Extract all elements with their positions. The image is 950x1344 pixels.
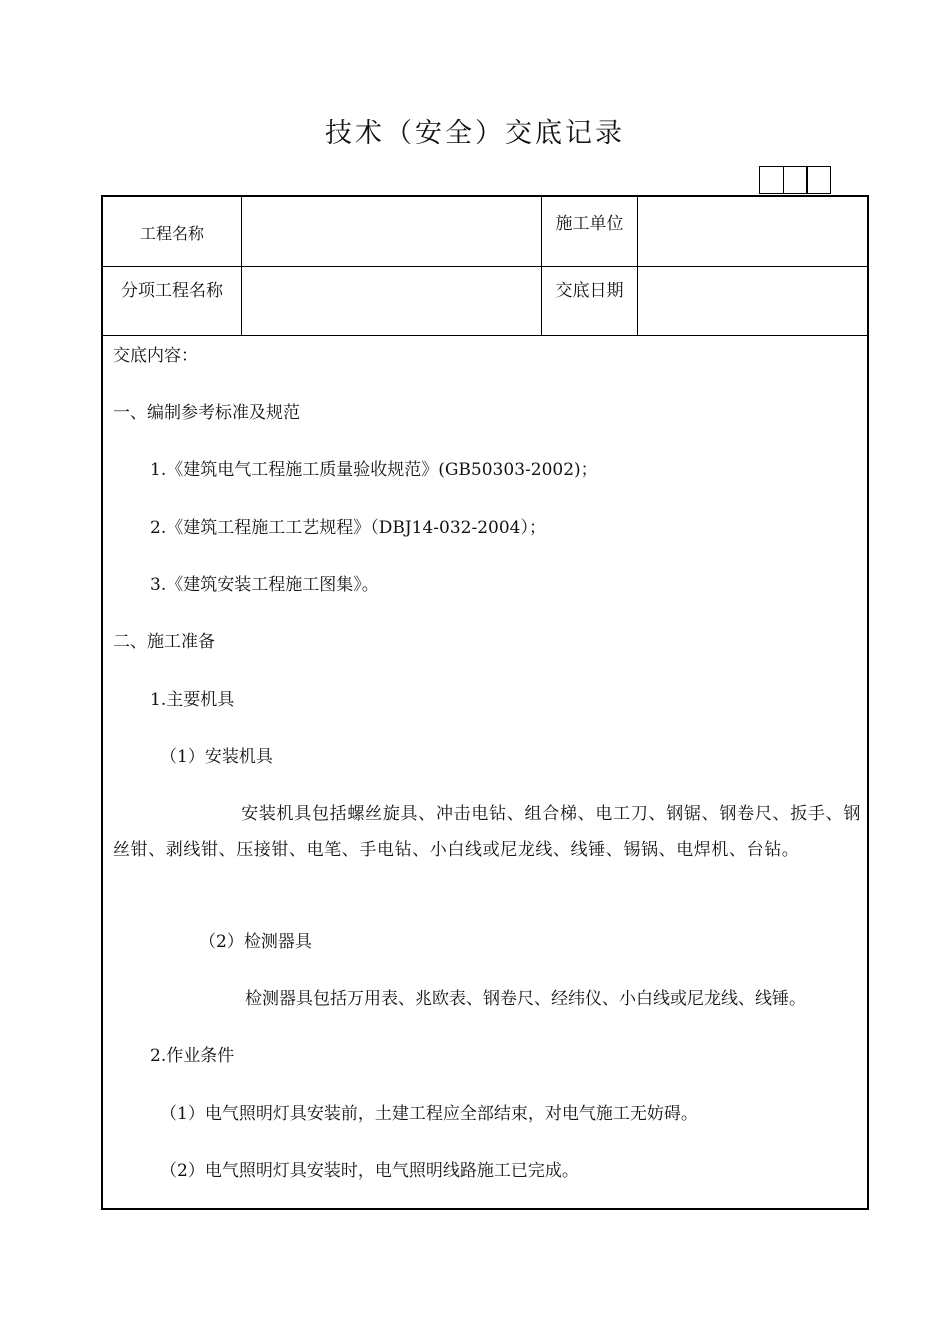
record-number-box[interactable] [783, 166, 808, 194]
construction-unit-label-cell [542, 197, 638, 266]
install-tools-heading: （1）安装机具 [160, 747, 273, 767]
record-number-boxes [759, 166, 831, 194]
subproject-label: 分项工程名称 [121, 281, 223, 301]
record-number-box[interactable] [759, 166, 784, 194]
standard-item: 2.《建筑工程施工工艺规程》（DBJ14-032-2004）； [150, 518, 546, 538]
page-title: 技术（安全）交底记录 [325, 118, 625, 149]
header-row-project [103, 197, 867, 267]
construction-unit-field[interactable] [638, 197, 867, 266]
test-tools-heading: （2）检测器具 [199, 932, 312, 952]
subproject-field[interactable] [242, 267, 542, 335]
subsection-heading-tools: 1.主要机具 [150, 690, 235, 710]
project-name-label-cell [103, 197, 242, 266]
handover-date-label-cell [542, 267, 638, 335]
install-tools-text: 安装机具包括螺丝旋具、冲击电钻、组合梯、电工刀、钢锯、钢卷尺、扳手、钢丝钳、剥线钳、压接钳、电笔、手电钻、小白线或尼龙线、线锤、锡锅、电焊机、台钻。 [113, 804, 861, 860]
record-form [101, 195, 869, 1210]
project-name-field[interactable] [242, 197, 542, 266]
standard-item: 1.《建筑电气工程施工质量验收规范》(GB50303-2002)； [150, 460, 598, 480]
project-name-label: 工程名称 [139, 224, 204, 243]
section-heading-standards: 一、编制参考标准及规范 [113, 403, 300, 423]
work-condition-item: （2）电气照明灯具安装时，电气照明线路施工已完成。 [160, 1161, 579, 1181]
section-heading-preparation: 二、施工准备 [113, 632, 215, 652]
subsection-heading-conditions: 2.作业条件 [150, 1046, 235, 1066]
header-row-subproject [103, 267, 867, 336]
install-tools-paragraph [113, 796, 861, 868]
construction-unit-label: 施工单位 [555, 214, 624, 234]
test-tools-text: 检测器具包括万用表、兆欧表、钢卷尺、经纬仪、小白线或尼龙线、线锤。 [245, 989, 806, 1009]
handover-date-field[interactable] [638, 267, 867, 335]
content-intro: 交底内容： [113, 346, 198, 366]
work-condition-item: （1）电气照明灯具安装前，土建工程应全部结束，对电气施工无妨碍。 [160, 1104, 698, 1124]
subproject-label-cell [103, 267, 242, 335]
record-number-box[interactable] [806, 166, 831, 194]
standard-item: 3.《建筑安装工程施工图集》。 [150, 575, 379, 595]
handover-date-label: 交底日期 [555, 281, 624, 301]
